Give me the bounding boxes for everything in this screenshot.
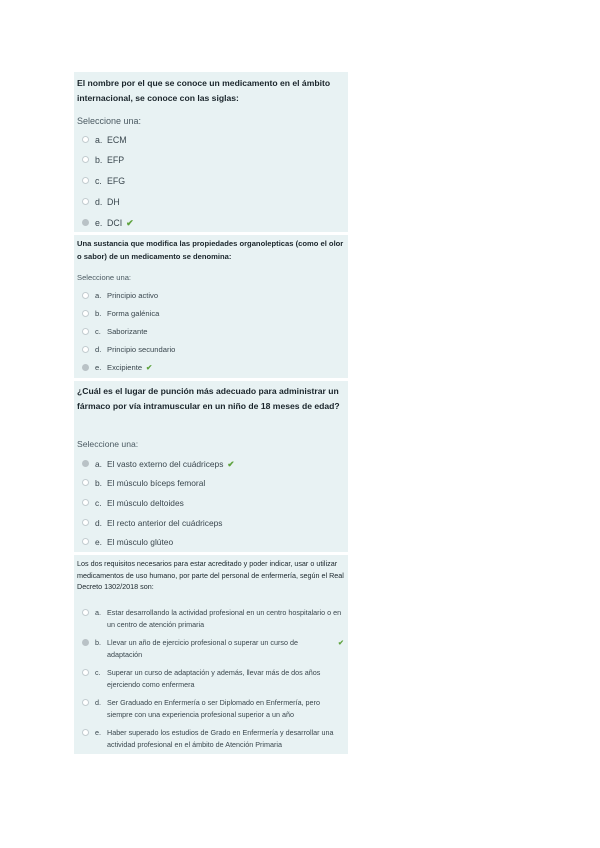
option-label: Forma galénica xyxy=(107,309,160,318)
radio-button[interactable] xyxy=(82,538,89,545)
radio-button-selected[interactable] xyxy=(82,460,89,467)
radio-button-selected[interactable] xyxy=(82,219,89,226)
radio-button[interactable] xyxy=(82,699,89,706)
option-letter: b. xyxy=(95,309,102,318)
option-label: Estar desarrollando la actividad profesional en un centro hospitalario o en un centro de atención primaria xyxy=(107,608,342,629)
check-icon: ✔ xyxy=(146,363,153,372)
option-letter: e. xyxy=(95,728,101,737)
radio-button[interactable] xyxy=(82,609,89,616)
option-letter: b. xyxy=(95,155,103,165)
select-prompt: Seleccione una: xyxy=(77,273,132,282)
question-text: ¿Cuál es el lugar de punción más adecuado para administrar un fármaco por vía intramuscular en un niño de 18 meses de edad? xyxy=(77,386,340,411)
option-c[interactable] xyxy=(82,667,344,690)
option-e[interactable] xyxy=(82,362,344,373)
radio-button[interactable] xyxy=(82,479,89,486)
radio-button[interactable] xyxy=(82,177,89,184)
option-a[interactable] xyxy=(82,290,344,301)
option-letter: a. xyxy=(95,608,101,617)
option-label: El vasto externo del cuádriceps xyxy=(107,459,224,469)
option-label: DH xyxy=(107,197,120,207)
option-label: Llevar un año de ejercicio profesional o superar un curso de adaptación xyxy=(107,638,298,659)
option-letter: c. xyxy=(95,668,101,677)
check-icon: ✔ xyxy=(337,638,344,647)
option-letter: d. xyxy=(95,518,102,528)
radio-button[interactable] xyxy=(82,346,89,353)
option-label: El músculo bíceps femoral xyxy=(107,478,206,488)
select-prompt: Seleccione una: xyxy=(77,116,142,126)
select-prompt: Seleccione una: xyxy=(77,439,139,449)
radio-button-selected[interactable] xyxy=(82,364,89,371)
option-d[interactable] xyxy=(82,517,344,529)
option-letter: c. xyxy=(95,327,101,336)
option-c[interactable] xyxy=(82,175,344,187)
question-card-1 xyxy=(74,72,348,232)
option-label: El músculo deltoides xyxy=(107,498,184,508)
radio-button[interactable] xyxy=(82,156,89,163)
check-icon: ✔ xyxy=(126,218,134,228)
option-letter: b. xyxy=(95,478,102,488)
option-a[interactable] xyxy=(82,134,344,146)
option-label: El músculo glúteo xyxy=(107,537,174,547)
option-label: Superar un curso de adaptación y además, llevar más de dos años ejerciendo como enfermera xyxy=(107,668,321,689)
radio-button[interactable] xyxy=(82,136,89,143)
option-b[interactable] xyxy=(82,637,344,660)
radio-button-selected[interactable] xyxy=(82,639,89,646)
option-b[interactable] xyxy=(82,308,344,319)
question-card-4 xyxy=(74,555,348,754)
option-label: ECM xyxy=(107,135,127,145)
option-letter: c. xyxy=(95,176,102,186)
question-text: Los dos requisitos necesarios para estar acreditado y poder indicar, usar o utilizar medicamentos de uso humano, por parte del personal de enfermería, según el Real Decreto 1302/2018 son: xyxy=(77,559,344,591)
option-a[interactable] xyxy=(82,458,344,470)
radio-button[interactable] xyxy=(82,519,89,526)
option-e[interactable] xyxy=(82,727,344,750)
question-card-3 xyxy=(74,381,348,552)
option-label: Principio activo xyxy=(107,291,159,300)
option-letter: b. xyxy=(95,638,101,647)
radio-button[interactable] xyxy=(82,292,89,299)
radio-button[interactable] xyxy=(82,729,89,736)
option-label: El recto anterior del cuádriceps xyxy=(107,518,223,528)
option-d[interactable] xyxy=(82,196,344,208)
radio-button[interactable] xyxy=(82,669,89,676)
question-card-2 xyxy=(74,235,348,378)
radio-button[interactable] xyxy=(82,499,89,506)
option-e[interactable] xyxy=(82,536,344,548)
option-letter: d. xyxy=(95,345,102,354)
option-letter: a. xyxy=(95,135,103,145)
option-letter: e. xyxy=(95,363,102,372)
option-label: EFG xyxy=(107,176,126,186)
option-letter: a. xyxy=(95,291,102,300)
option-d[interactable] xyxy=(82,344,344,355)
option-label: Principio secundario xyxy=(107,345,176,354)
radio-button[interactable] xyxy=(82,310,89,317)
radio-button[interactable] xyxy=(82,328,89,335)
option-b[interactable] xyxy=(82,154,344,166)
option-c[interactable] xyxy=(82,497,344,509)
radio-button[interactable] xyxy=(82,198,89,205)
option-e[interactable] xyxy=(82,217,344,229)
question-text: Una sustancia que modifica las propiedades organolepticas (como el olor o sabor) de un medicamento se denomina: xyxy=(77,239,344,261)
check-icon: ✔ xyxy=(227,459,235,469)
option-a[interactable] xyxy=(82,607,344,630)
option-d[interactable] xyxy=(82,697,344,720)
question-text: El nombre por el que se conoce un medicamento en el ámbito internacional, se conoce con las siglas: xyxy=(77,78,331,103)
option-letter: e. xyxy=(95,537,102,547)
option-b[interactable] xyxy=(82,477,344,489)
option-label: Ser Graduado en Enfermería o ser Diplomado en Enfermería, pero siempre con una experiencia profesional superior a un año xyxy=(107,698,320,719)
option-letter: a. xyxy=(95,459,102,469)
option-label: EFP xyxy=(107,155,125,165)
option-letter: d. xyxy=(95,197,103,207)
option-label: DCI xyxy=(107,218,123,228)
option-letter: e. xyxy=(95,218,103,228)
option-label: Haber superado los estudios de Grado en Enfermería y desarrollar una actividad profesional en el ámbito de Atención Primaria xyxy=(107,728,334,749)
option-label: Saborizante xyxy=(107,327,148,336)
option-label: Excipiente xyxy=(107,363,143,372)
option-letter: d. xyxy=(95,698,101,707)
option-letter: c. xyxy=(95,498,102,508)
option-c[interactable] xyxy=(82,326,344,337)
